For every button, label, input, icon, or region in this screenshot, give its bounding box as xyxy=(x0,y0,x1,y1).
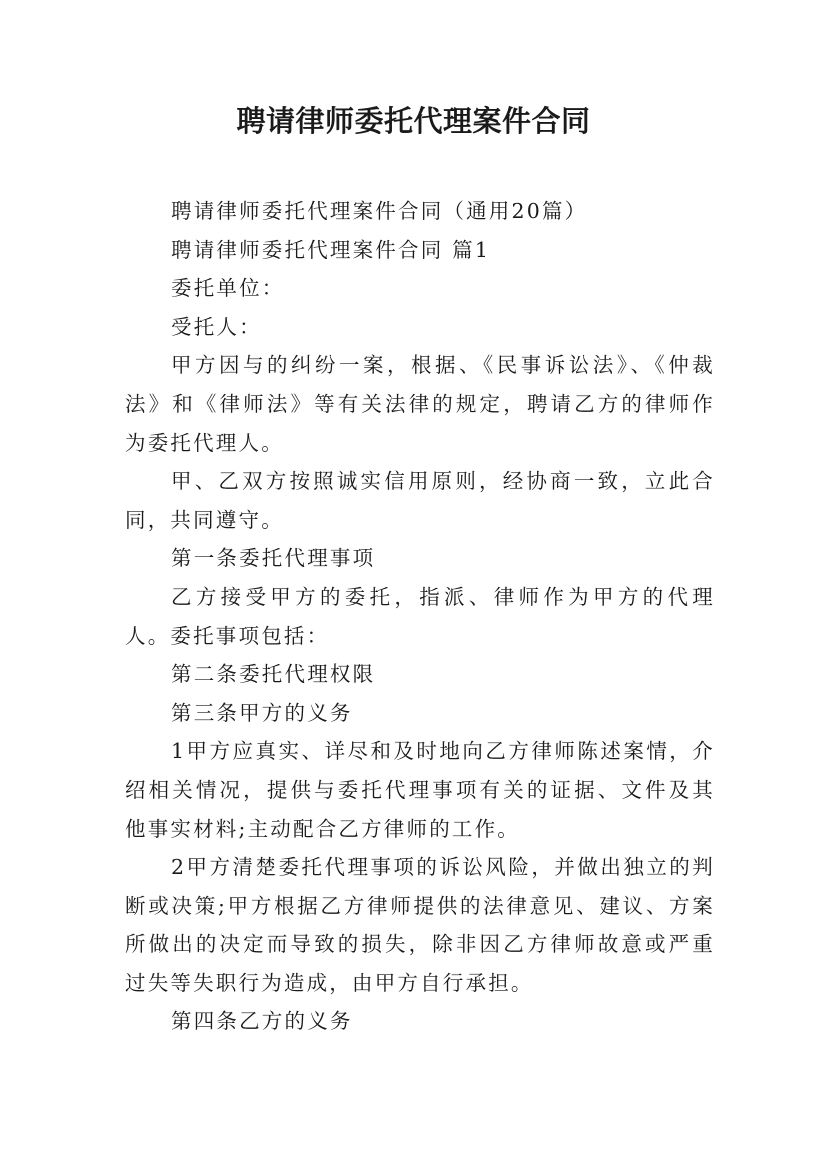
article-4-heading: 第四条乙方的义务 xyxy=(171,1009,353,1034)
paragraph-collection-title: 聘请律师委托代理案件合同（通用20篇） xyxy=(171,199,588,223)
paragraph-section-heading: 聘请律师委托代理案件合同 篇1 xyxy=(171,237,491,262)
paragraph-preamble: 甲方因与的纠纷一案，根据、《民事诉讼法》、《仲裁法》和《律师法》等有关法律的规定，聘请乙方的律师作为委托代理人。 xyxy=(125,353,715,455)
article-3-item-2: 2甲方清楚委托代理事项的诉讼风险，并做出独立的判断或决策;甲方根据乙方律师提供的法律意见、建议、方案所做出的决定而导致的损失，除非因乙方律师故意或严重过失等失职行为造成，由甲方自行承担。 xyxy=(125,855,715,995)
paragraph-agreement: 甲、乙双方按照诚实信用原则，经协商一致，立此合同，共同遵守。 xyxy=(125,469,715,532)
paragraph-client: 委托单位： xyxy=(171,276,285,301)
document-title: 聘请律师委托代理案件合同 xyxy=(236,104,591,138)
paragraph-trustee: 受托人： xyxy=(171,314,262,339)
article-1-content: 乙方接受甲方的委托，指派、律师作为甲方的代理人。委托事项包括： xyxy=(125,584,715,648)
article-2-heading: 第二条委托代理权限 xyxy=(171,662,376,687)
article-3-item-1: 1甲方应真实、详尽和及时地向乙方律师陈述案情，介绍相关情况，提供与委托代理事项有关的证据、文件及其他事实材料;主动配合乙方律师的工作。 xyxy=(125,739,715,841)
article-3-heading: 第三条甲方的义务 xyxy=(171,700,353,725)
article-1-heading: 第一条委托代理事项 xyxy=(171,546,376,571)
document-body xyxy=(125,192,715,1041)
